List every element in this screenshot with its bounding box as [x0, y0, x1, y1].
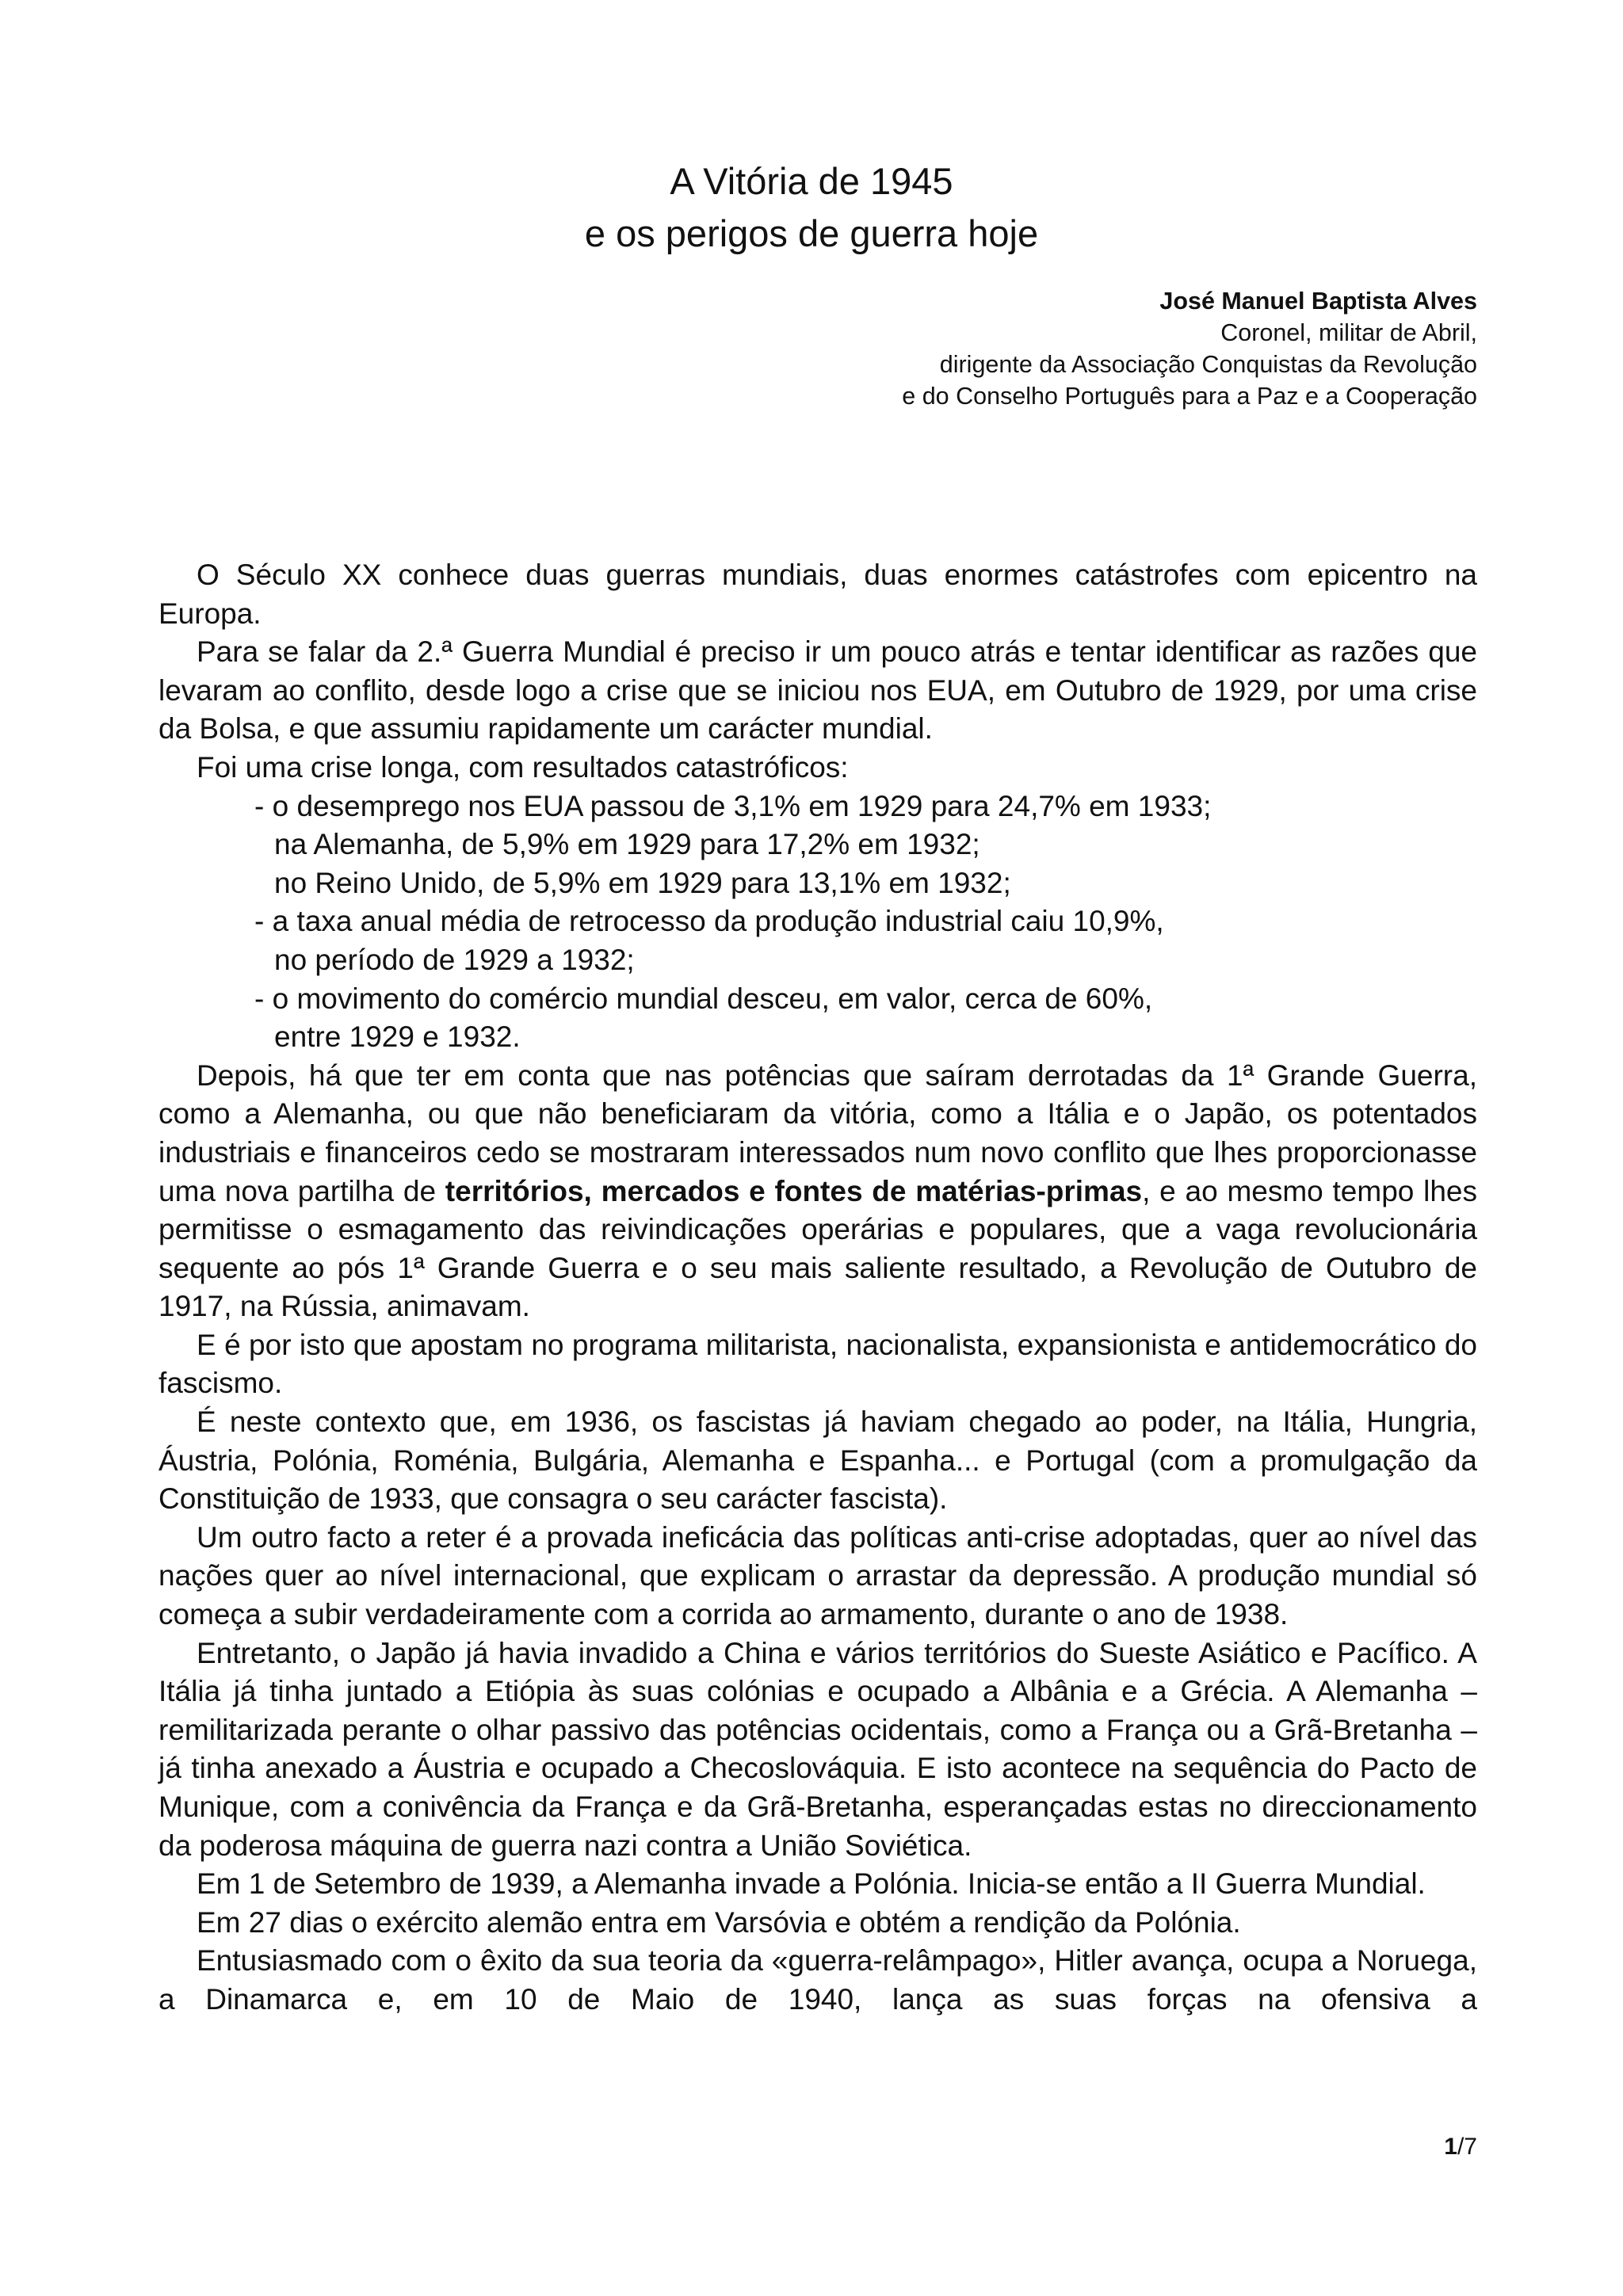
paragraph-3: Foi uma crise longa, com resultados catastróficos:: [197, 750, 849, 784]
paragraph-9: Em 1 de Setembro de 1939, a Alemanha invade a Polónia. Inicia-se então a II Guerra Mundial.: [197, 1867, 1426, 1901]
paragraph-7: Um outro facto a reter é a provada ineficácia das políticas anti-crise adoptadas, quer ao nível das nações quer ao nível internacional, que explicam o arrastar da depressão. A produção mundial só começa a subir verdadeiramente com a corrida ao armamento, durante o ano de 1938.: [158, 1520, 1477, 1631]
author-name: José Manuel Baptista Alves: [1159, 288, 1477, 315]
list-item: - a taxa anual média de retrocesso da produção industrial caiu 10,9%,: [254, 905, 1164, 938]
paragraph-2: Para se falar da 2.ª Guerra Mundial é preciso ir um pouco atrás e tentar identificar as razões que levaram ao conflito, desde logo a crise que se iniciou nos EUA, em Outubro de 1929, por uma crise da Bolsa, e que assumiu rapidamente um carácter mundial.: [158, 635, 1477, 746]
paragraph-5: E é por isto que apostam no programa militarista, nacionalista, expansionista e antidemocrático do fascismo.: [158, 1328, 1477, 1400]
author-role-line-1: Coronel, militar de Abril,: [1220, 319, 1477, 346]
paragraph-1: O Século XX conhece duas guerras mundiais, duas enormes catástrofes com epicentro na Europa.: [158, 559, 1477, 630]
paragraph-10: Em 27 dias o exército alemão entra em Varsóvia e obtém a rendição da Polónia.: [197, 1905, 1241, 1939]
statistics-list: [158, 788, 1477, 1057]
paragraph-4: [158, 1057, 1477, 1326]
page-number: [1444, 2133, 1477, 2161]
title-line-1: A Vitória de 1945: [670, 160, 953, 202]
paragraph-6: É neste contexto que, em 1936, os fascistas já haviam chegado ao poder, na Itália, Hungria, Áustria, Polónia, Roménia, Bulgária, Alemanha e Espanha... e Portugal (com a promulgação da Constituição de 1933, que consagra o seu carácter fascista).: [158, 1405, 1477, 1516]
author-block: [902, 285, 1477, 412]
paragraph-4-text-a: Depois, há que ter em conta que nas potências que saíram derrotadas da 1ª Grande Guerra, como a Alemanha, ou que não beneficiaram da vitória, como a Itália e o Japão, os potentados industriais e financeiros cedo se mostraram interessados num novo conflito que lhes proporcionasse uma nova partilha de: [158, 1058, 1477, 1207]
author-role-line-3: e do Conselho Português para a Paz e a Cooperação: [902, 383, 1477, 410]
list-item: no Reino Unido, de 5,9% em 1929 para 13,1% em 1932;: [274, 866, 1011, 899]
list-item: - o movimento do comércio mundial desceu, em valor, cerca de 60%,: [254, 982, 1153, 1015]
author-role-line-2: dirigente da Associação Conquistas da Revolução: [939, 351, 1477, 378]
paragraph-11: Entusiasmado com o êxito da sua teoria da «guerra-relâmpago», Hitler avança, ocupa a Noruega, a Dinamarca e, em 10 de Maio de 1940, lança as suas forças na ofensiva a: [158, 1944, 1477, 2016]
article-body: [158, 556, 1477, 2019]
list-item: entre 1929 e 1932.: [274, 1020, 521, 1054]
page-number-current: 1: [1444, 2134, 1457, 2160]
page-number-total: /7: [1457, 2134, 1477, 2160]
document-title: [0, 155, 1623, 260]
paragraph-4-bold: territórios, mercados e fontes de matérias-primas: [445, 1174, 1143, 1207]
paragraph-4-text-b: , e ao mesmo tempo lhes permitisse o esmagamento das reivindicações operárias e populares, que a vaga revolucionária sequente ao pós 1ª Grande Guerra e o seu mais saliente resultado, a Revolução de Outubro de 1917, na Rússia, animavam.: [158, 1174, 1477, 1323]
list-item: na Alemanha, de 5,9% em 1929 para 17,2% em 1932;: [274, 828, 980, 861]
title-line-2: e os perigos de guerra hoje: [584, 212, 1039, 254]
list-item: no período de 1929 a 1932;: [274, 943, 635, 976]
list-item: - o desemprego nos EUA passou de 3,1% em 1929 para 24,7% em 1933;: [254, 789, 1212, 822]
paragraph-8: Entretanto, o Japão já havia invadido a China e vários territórios do Sueste Asiático e Pacífico. A Itália já tinha juntado a Etiópia às suas colónias e ocupado a Albânia e a Grécia. A Alemanha – remilitarizada perante o olhar passivo das potências ocidentais, como a França ou a Grã-Bretanha – já tinha anexado a Áustria e ocupado a Checoslováquia. E isto acontece na sequência do Pacto de Munique, com a conivência da França e da Grã-Bretanha, esperançadas estas no direccionamento da poderosa máquina de guerra nazi contra a União Soviética.: [158, 1636, 1477, 1862]
